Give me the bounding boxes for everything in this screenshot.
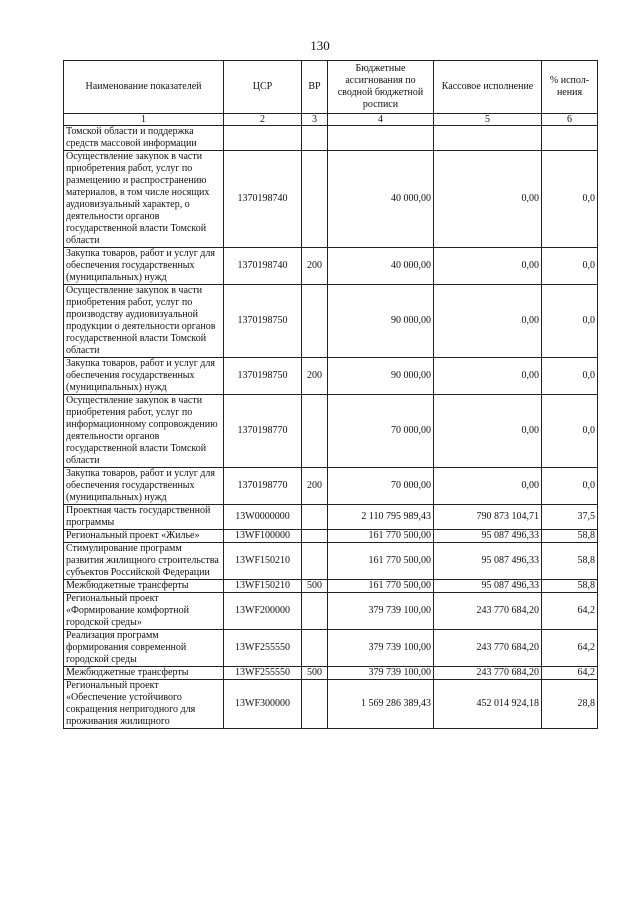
table-row (64, 151, 598, 248)
column-index: 6 (542, 114, 598, 126)
cell-csr: 13W0000000 (224, 505, 302, 530)
cell-vr: 200 (302, 468, 328, 505)
cell-vr (302, 285, 328, 358)
table-row (64, 667, 598, 680)
cell-pct (542, 126, 598, 151)
cell-pct: 0,0 (542, 248, 598, 285)
table-row (64, 126, 598, 151)
cell-name: Закупка товаров, работ и услуг для обеспечения государственных (муниципальных) нужд (64, 468, 224, 505)
cell-csr: 13WF300000 (224, 680, 302, 729)
cell-cash: 0,00 (434, 395, 542, 468)
cell-pct: 0,0 (542, 468, 598, 505)
cell-csr: 1370198770 (224, 395, 302, 468)
table-row (64, 680, 598, 729)
cell-cash: 95 087 496,33 (434, 530, 542, 543)
cell-csr (224, 126, 302, 151)
table-row (64, 580, 598, 593)
header-vr: ВР (302, 61, 328, 114)
cell-pct: 64,2 (542, 593, 598, 630)
cell-budget: 40 000,00 (328, 151, 434, 248)
cell-pct: 58,8 (542, 580, 598, 593)
cell-budget: 161 770 500,00 (328, 543, 434, 580)
cell-cash (434, 126, 542, 151)
cell-budget: 379 739 100,00 (328, 667, 434, 680)
cell-vr (302, 630, 328, 667)
header-pct: % испол-нения (542, 61, 598, 114)
cell-pct: 64,2 (542, 667, 598, 680)
cell-vr: 500 (302, 667, 328, 680)
cell-csr: 13WF255550 (224, 630, 302, 667)
cell-pct: 0,0 (542, 358, 598, 395)
cell-csr: 13WF200000 (224, 593, 302, 630)
cell-name: Закупка товаров, работ и услуг для обеспечения государственных (муниципальных) нужд (64, 248, 224, 285)
header-name: Наименование показателей (64, 61, 224, 114)
page-number: 130 (310, 38, 330, 53)
cell-cash: 452 014 924,18 (434, 680, 542, 729)
cell-pct: 58,8 (542, 543, 598, 580)
cell-vr: 200 (302, 358, 328, 395)
cell-budget: 70 000,00 (328, 395, 434, 468)
cell-vr: 500 (302, 580, 328, 593)
table-row (64, 630, 598, 667)
cell-cash: 790 873 104,71 (434, 505, 542, 530)
table-row (64, 358, 598, 395)
cell-cash: 0,00 (434, 358, 542, 395)
table-row (64, 593, 598, 630)
cell-budget: 90 000,00 (328, 358, 434, 395)
cell-pct: 58,8 (542, 530, 598, 543)
cell-cash: 0,00 (434, 151, 542, 248)
cell-budget (328, 126, 434, 151)
table-row (64, 248, 598, 285)
cell-pct: 64,2 (542, 630, 598, 667)
cell-budget: 2 110 795 989,43 (328, 505, 434, 530)
cell-budget: 379 739 100,00 (328, 593, 434, 630)
cell-name: Осуществление закупок в части приобретения работ, услуг по производству аудиовизуальной продукции о деятельности органов государственной власти Томской области (64, 285, 224, 358)
cell-vr (302, 530, 328, 543)
cell-vr: 200 (302, 248, 328, 285)
cell-name: Осуществление закупок в части приобретения работ, услуг по информационному сопровождению деятельности органов государственной власти Томской области (64, 395, 224, 468)
cell-csr: 13WF255550 (224, 667, 302, 680)
cell-budget: 90 000,00 (328, 285, 434, 358)
table-row (64, 468, 598, 505)
cell-name: Проектная часть государственной программы (64, 505, 224, 530)
cell-budget: 379 739 100,00 (328, 630, 434, 667)
cell-vr (302, 151, 328, 248)
cell-csr: 13WF150210 (224, 543, 302, 580)
cell-csr: 13WF100000 (224, 530, 302, 543)
cell-budget: 70 000,00 (328, 468, 434, 505)
column-index: 1 (64, 114, 224, 126)
cell-vr (302, 395, 328, 468)
cell-pct: 0,0 (542, 285, 598, 358)
header-cash: Кассовое исполнение (434, 61, 542, 114)
header-csr: ЦСР (224, 61, 302, 114)
cell-budget: 161 770 500,00 (328, 580, 434, 593)
column-index-row (64, 114, 598, 126)
cell-cash: 243 770 684,20 (434, 667, 542, 680)
cell-name: Осуществление закупок в части приобретения работ, услуг по размещению и распространению материалов, в том числе носящих аудиовизуальный характер, о деятельности органов государственной власти Томской области (64, 151, 224, 248)
column-index: 5 (434, 114, 542, 126)
cell-csr: 1370198740 (224, 151, 302, 248)
cell-csr: 1370198750 (224, 285, 302, 358)
cell-vr (302, 680, 328, 729)
cell-name: Стимулирование программ развития жилищного строительства субъектов Российской Федерации (64, 543, 224, 580)
column-index: 4 (328, 114, 434, 126)
cell-pct: 0,0 (542, 395, 598, 468)
cell-budget: 40 000,00 (328, 248, 434, 285)
column-index: 3 (302, 114, 328, 126)
budget-execution-table (63, 60, 598, 729)
cell-budget: 1 569 286 389,43 (328, 680, 434, 729)
cell-cash: 243 770 684,20 (434, 630, 542, 667)
cell-cash: 243 770 684,20 (434, 593, 542, 630)
cell-cash: 0,00 (434, 285, 542, 358)
cell-vr (302, 126, 328, 151)
cell-name: Региональный проект «Формирование комфортной городской среды» (64, 593, 224, 630)
table-row (64, 543, 598, 580)
cell-name: Межбюджетные трансферты (64, 580, 224, 593)
cell-budget: 161 770 500,00 (328, 530, 434, 543)
cell-cash: 95 087 496,33 (434, 580, 542, 593)
column-index: 2 (224, 114, 302, 126)
cell-name: Реализация программ формирования современной городской среды (64, 630, 224, 667)
cell-cash: 0,00 (434, 468, 542, 505)
header-budget: Бюджетные ассигнования по сводной бюджетной росписи (328, 61, 434, 114)
cell-vr (302, 505, 328, 530)
cell-cash: 95 087 496,33 (434, 543, 542, 580)
table-row (64, 285, 598, 358)
cell-name: Закупка товаров, работ и услуг для обеспечения государственных (муниципальных) нужд (64, 358, 224, 395)
table-row (64, 395, 598, 468)
cell-pct: 37,5 (542, 505, 598, 530)
cell-pct: 28,8 (542, 680, 598, 729)
table-header-row (64, 61, 598, 114)
table-row (64, 505, 598, 530)
table-row (64, 530, 598, 543)
cell-name: Межбюджетные трансферты (64, 667, 224, 680)
cell-pct: 0,0 (542, 151, 598, 248)
cell-name: Региональный проект «Жилье» (64, 530, 224, 543)
cell-csr: 1370198740 (224, 248, 302, 285)
cell-vr (302, 593, 328, 630)
cell-csr: 13WF150210 (224, 580, 302, 593)
cell-name: Томской области и поддержка средств массовой информации (64, 126, 224, 151)
cell-name: Региональный проект «Обеспечение устойчивого сокращения непригодного для проживания жилищного (64, 680, 224, 729)
cell-csr: 1370198770 (224, 468, 302, 505)
cell-vr (302, 543, 328, 580)
cell-cash: 0,00 (434, 248, 542, 285)
cell-csr: 1370198750 (224, 358, 302, 395)
